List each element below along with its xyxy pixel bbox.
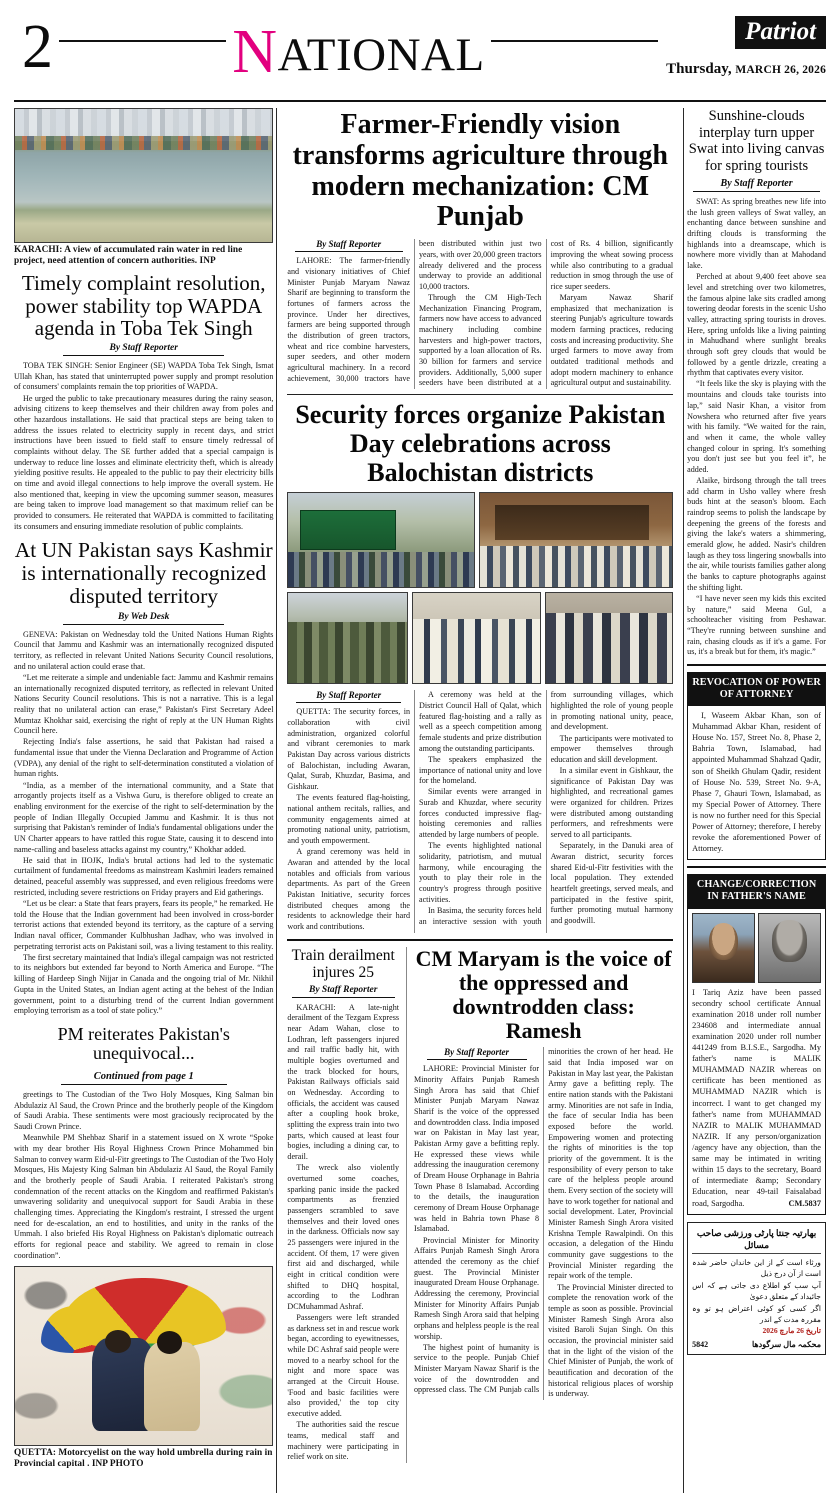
notice-revocation-power-of-attorney — [687, 672, 826, 860]
paragraph: The wreck also violently overturned some coaches, sparking panic inside the packed compartments as frenzied passengers scrambled to save themselves and their loved ones in the darkness. Officials now say 25 passengers were injured in the accident. Of them, 17 were given first aid and discharged, while eight in critical condition were shifted to DHQ hospital, according to the Lodhran DCMuhammad Ashraf. — [287, 1163, 399, 1311]
photo-women — [545, 592, 673, 684]
rider-front-head — [105, 1330, 131, 1353]
notice-change-correction-fathers-name — [687, 874, 826, 1214]
left-column — [14, 108, 273, 1493]
paragraph: Through the CM High-Tech Mechanization Financing Program, farmers now have access to advanced machinery including combine harvesters and high-power tractors, supported by a loan allocation of Rs. 30 billion for farmers and service providers. Additionally, 5,000 super seeders have been distributed at a cost of Rs. 4 billion, significantly improving the wheat sowing process while also contributing to a gradual reduction in smog through the use of rice super seeders. — [419, 239, 674, 388]
portrait-photo-color — [692, 913, 755, 983]
paragraph: SWAT: As spring breathes new life into the lush green valleys of Swat valley, an enchanting dance between sunshine and drifting clouds is transforming the highlands into a dreamscape, which is nowhere more vividly than at Mahodand lake. — [687, 197, 826, 271]
headline-wapda[interactable]: Timely complaint resolution, power stability top WAPDA agenda in Toba Tek Singh — [21, 271, 266, 340]
portrait-photo-bw — [758, 913, 821, 983]
urdu-ad-stamp-right: محکمہ مال سرگودھا — [751, 1339, 821, 1349]
paragraph: QUETTA: The security forces, in collaboration with civil administration, organized colorful and vibrant ceremonies to mark Pakistan Day across various districts of Balochistan, including Awaran, Qalat, Surab, Khuzdar, Basima, and Gishkaur. — [287, 707, 410, 792]
paragraph: The events featured flag-hoisting, national anthem recitals, rallies, and community engagements aimed at promoting national unity, patriotism, and youth empowerment. — [287, 793, 410, 845]
article-swat-tourism — [687, 197, 826, 658]
headline-farmer-friendly[interactable]: Farmer-Friendly vision transforms agriculture through modern mechanization: CM Punjab — [292, 109, 668, 233]
paragraph: LAHORE: The farmer-friendly and visionary initiatives of Chief Minister Punjab Maryam Nawaz Sharif are beginning to transform the fortunes of farmers across the province. Under her directives, farmers are being supported through the distribution of green tractors, wheat and rice combine harvesters, super seeders, and other modern agricultural machinery. In a record achievement, 30,000 tractors have been distributed within just two years, with over 20,000 green tractors already delivered and the process underway to provide an additional 10,000 tractors. — [287, 239, 542, 383]
paragraph: He urged the public to take precautionary measures during the rainy season, advising citizens to keep themselves and their children away from poles and other hazardous installations. He said that practical steps are being taken to address the issues related to electricity supply in recent days, and strict instructions have been issued to field staff to ensure timely redressal of complaints without delay. The SE further added that a special campaign is underway to reduce line losses and eliminate electricity theft, which is already yielding positive results. He appealed to the public to pay their electricity bills on time and avoid illegal connections to help improve the overall system. He also mentioned that, keeping in view the upcoming summer season, measures are being taken to improve load management so that maximum relief can be provided to consumers. He reiterated that WAPDA is committed to facilitating its consumers and ensuring immediate resolution of public complaints. — [14, 393, 274, 531]
headline-cm-maryam[interactable]: CM Maryam is the voice of the oppressed and downtrodden class: Ramesh — [415, 945, 672, 1044]
notice-reference-code: CM.5837 — [788, 1198, 821, 1208]
urdu-ad-line: اگر کسی کو کوئی اعتراض ہو تو وہ مقررہ مدت کے اندر — [692, 1303, 821, 1324]
urdu-ad-heading: بھارتیہ جنتا پارٹی ورزشی صاحب مسائل — [692, 1227, 821, 1254]
photo-hall — [479, 492, 674, 588]
paragraph: greetings to The Custodian of the Two Holy Mosques, King Salman bin Abdulaziz Al Saud, the Crown Prince and the brotherly people of the Kingdom of Saudi Arabia. These sentiments were most graciously reciprocated by the Saudi Crown Prince. — [14, 1090, 274, 1132]
right-divider-1 — [687, 664, 826, 666]
paragraph: In a similar event in Gishkaur, the significance of Pakistan Day was highlighted, and recreational games were organized for children. Prizes were distributed among outstanding performers, and refreshments were served to all participants. — [550, 766, 674, 840]
photo-karachi — [14, 108, 273, 243]
paragraph: Alaike, birdsong through the tall trees add charm in Usho valley where fresh buds hint at the season's bloom. Each raindrop seems to polish the landscape by deepening the greens of the forests and giving the lake's waters a shimmering, emerald glow, he added. Nasir's children laugh as they toss lingering snowballs into the air, while tourists families gather along the banks to capture photographs against the shifting light. — [687, 476, 826, 592]
photo-hall-audience — [480, 546, 673, 587]
article-security-forces — [287, 690, 673, 932]
paragraph: The Provincial Minister directed to complete the renovation work of the temple as soon as possible. Provincial Minister Ramesh Singh Arora also visited Baroli Sujan Singh. On this occasion, the provincial minister said that in the light of the vision of the Chief Minister of Punjab, the work of beautification and decoration of the historical religious places of worship is underway. — [548, 1282, 674, 1399]
center-column — [287, 108, 673, 1493]
date-day: Thursday, — [666, 61, 732, 77]
headline-security-forces[interactable]: Security forces organize Pakistan Day celebrations across Balochistan districts — [295, 400, 666, 488]
photo-soldiers-row — [288, 622, 407, 683]
continued-from-label: Continued from page 1 — [61, 1071, 227, 1085]
section-divider-1 — [287, 394, 673, 395]
headline-pm-continued[interactable]: PM reiterates Pakistan's unequivocal... — [57, 1023, 230, 1063]
right-column — [687, 108, 826, 1493]
urdu-ad-date: تاریخ 26 مارچ 2026 — [762, 1326, 821, 1336]
publication-date — [666, 61, 826, 78]
paragraph: Provincial Minister for Minority Affairs Punjab Ramesh Singh Arora attended the ceremony as the chief guest. The Provincial Minister inaugurated Dream House Orphanage. Addressing the ceremony, Provincial Minister for Minority Affairs Punjab Ramesh Singh Arora said that helping orphans and helpless people is the real worship. — [414, 1235, 540, 1341]
urdu-ad-stamp — [692, 1340, 821, 1349]
paragraph: “India, as a member of the international community, and a State that arrogantly projects itself as a Vishwa Guru, is therefore obliged to create an enabling environment for the exercise of the right to self-determination by the people of Indian Illegally Occupied Jammu and Kashmir. It is thus not surprising that Pakistan's reminder of India's fundamental obligations under the UN Charter appears to have rattled this rogue State, causing it to descend into name-calling and baseless attacks against my country,” Khokhar added. — [14, 780, 274, 854]
photo-row-1 — [287, 492, 673, 588]
story-train-derailment — [287, 947, 407, 1463]
paragraph: GENEVA: Pakistan on Wednesday told the United Nations Human Rights Council that Jammu and Kashmir was an internationally recognized disputed territory, as reflected in relevant United Nations Security Council resolutions, and no unilateral action could erase that. — [14, 629, 274, 671]
paragraph: The speakers emphasized the importance of national unity and love for the homeland. — [419, 754, 542, 786]
notice-correction-title: CHANGE/CORRECTION IN FATHER'S NAME — [688, 875, 825, 908]
masthead — [14, 13, 827, 96]
paragraph: The events highlighted national solidarity, patriotism, and mutual harmony, while encouraging the youth to play their role in the country's progress through positive activities. — [419, 841, 542, 904]
byline-security-forces: By Staff Reporter — [296, 690, 401, 703]
paragraph: A ceremony was held at the District Council Hall of Qalat, which featured flag-hoisting and a rally as well as a speech competition among female students and prize distribution among the outstanding participants. — [419, 690, 542, 753]
photo-ceremony-crowd — [288, 552, 473, 588]
rider-back — [144, 1342, 201, 1431]
paragraph: In Basima, the security forces held an interactive session with youth from surrounding villages, which highlighted the role of young people in promoting national unity, peace, and development. — [419, 690, 674, 926]
column-divider-2 — [683, 108, 684, 1493]
paragraph: KARACHI: A late-night derailment of the Tezgam Express near Adam Wahan, close to Lodhran, left passengers injured and rail traffic badly hit, with multiple bogies overturned and the track blocked for hours, Pakistan Railways officials said on Wednesday. According to officials, the accident was caused after a coupling hook broke, splitting the express train into two parts, which caused at least four bogies, including a dining car, to derail. — [287, 1002, 399, 1162]
masthead-rule-left — [59, 40, 226, 42]
urdu-advertisement — [687, 1222, 826, 1355]
article-kashmir — [14, 630, 273, 1017]
paragraph: Meanwhile PM Shehbaz Sharif in a statement issued on X wrote “Spoke with my dear brother His Royal Highness Crown Prince Mohammed bin Salman to convey warm Eid-ul-Fitr greetings to The Custodian of the Two Holy Mosques, His Majesty King Salman bin Abdulaziz Al Saud, the Royal Family and the brotherly people of Saudi Arabia. I reiterated Pakistan's strong condemnation of the recent attacks on the Kingdom and reaffirmed Pakistan's unwavering solidarity and unequivocal support for Saudi Arabia in these challenging times. Appreciating the Kingdom's restraint, I stressed the urgent need for de-escalation, an end to hostilities, and unity in the ranks of the Ummah. I also briefed His Royal Highness on Pakistan's diplomatic outreach efforts for regional peace and stability. We agreed to remain in close coordination”. — [14, 1133, 274, 1260]
page-number: 2 — [22, 13, 51, 81]
photo-hall-stage — [495, 505, 649, 541]
headline-train-derailment[interactable]: Train derailment injures 25 — [291, 946, 395, 981]
article-farmer-friendly — [287, 239, 673, 389]
byline-farmer-friendly: By Staff Reporter — [295, 239, 403, 252]
paragraph: Perched at about 9,400 feet above sea level and stretching over two kilometres, the famous alpine lake sits cradled among towering deodar forests in the scenic Usho valley, attracting spring tourists in droves. Here, spring unfolds like a living painting in Mahudhand where sunlight breaks through soft grey clouds that would be followed by a gentle drizzle, creating a rhythm that captivates every visitor. — [687, 272, 826, 378]
story-cm-maryam — [407, 947, 673, 1463]
photo-karachi-art — [15, 109, 272, 242]
article-cm-maryam — [414, 1047, 673, 1400]
article-pm-continued — [14, 1090, 273, 1261]
paragraph: “It feels like the sky is playing with the mountains and clouds take tourists into lap,” said Nasir Khan, a visitor from Nowshera who returned after five years with his family. “We waited for the rain, and when it came, the whole valley changed colour in spring. It's something you don't just see but you feel it”, he added. — [687, 379, 826, 474]
page-grid — [14, 108, 826, 1493]
paragraph: The participants were motivated to empower themselves through education and skill development. — [550, 733, 674, 764]
paragraph: The first secretary maintained that India's illegal campaign was not restricted to its neighbors but extended far beyond to North America and Europe. “The killing of Hardeep Singh Nijjar in Canada and the ongoing trial of Mr. Nikhil Gupta in the United States, an Indian agent acting at the behest of the Indian government, point to a disturbing trend of the current Indian government employing terrorism as a tool of state policy.” — [14, 952, 274, 1016]
urdu-ad-stamp-left: 5842 — [692, 1339, 709, 1349]
headline-kashmir[interactable]: At UN Pakistan says Kashmir is internationally recognized disputed territory — [14, 538, 273, 608]
byline-wapda: By Staff Reporter — [63, 343, 224, 356]
paragraph: Similar events were arranged in Surab and Khuzdar, where security forces conducted impressive flag-hoisting ceremonies and rallies attended by large numbers of people. — [419, 787, 542, 840]
paragraph: LAHORE: Provincial Minister for Minority Affairs Punjab Ramesh Singh Arora has said that Chief Minister Punjab Maryam Nawaz Sharif is the voice of the oppressed and downtrodden class. India imposed war on Pakistan in May last year, Pakistan Army gave a befitting reply. He expressed these views while addressing the inauguration ceremony of Dream House Orphanage in Bahria Town Phase 8 Islamabad. According to the details, the inauguration ceremony of Dream House Orphanage was held in Bahria town Phase 8 Islamabad. — [414, 1064, 540, 1234]
page-title — [232, 18, 485, 86]
photo-row-2 — [287, 592, 673, 684]
paragraph: TOBA TEK SINGH: Senior Engineer (SE) WAPDA Toba Tek Singh, Ismat Ullah Khan, has stated that uninterrupted power supply and prompt resolution of consumers' complaints remain the top priorities of WAPDA. — [14, 361, 274, 392]
section-title-rest: ATIONAL — [277, 29, 485, 81]
article-wapda — [14, 361, 273, 532]
masthead-rule-right — [491, 40, 658, 42]
photo-group — [412, 592, 540, 684]
brand-logo: Patriot — [735, 16, 826, 49]
urdu-ad-line: ورثاء است کے از این خاندان حاضر شدہ است از آن درج ذیل — [692, 1257, 821, 1279]
photo-quetta-art — [15, 1267, 272, 1445]
photo-group-line — [413, 619, 539, 684]
paragraph: The highest point of humanity is service to the people. Punjab Chief Minister Maryam Nawaz Sharif is the voice of the downtrodden and oppressed class. The CM Punjab calls minorities the crown of her head. He said that India imposed war on Pakistan in May last year, the Pakistan Army gave a befitting reply. The entire nation stands with the Pakistani army. Minorities are not safe in India, the face of secular India has been exposed before the world. Empowering women and protecting the rights of minorities is the top priority of the government. It is the responsibility of every person to take care of the helpless people around them. Every section of the society will have to work together for national and social development. Later, Provincial Minister Ramesh Singh Arora visited Krishna Temple Rawalpindi. On this occasion, a delegation of the Hindu community gave suggestions to the Provincial Minister regarding the repair work of the temple. — [414, 1047, 674, 1395]
notice-revocation-title: REVOCATION OF POWER OF ATTORNEY — [688, 673, 825, 706]
masthead-bottom-rule — [14, 100, 826, 102]
photo-karachi-caption: KARACHI: A view of accumulated rain water in red line project, need attention of concern authorities. INP — [14, 245, 243, 267]
notice-revocation-body — [688, 706, 825, 859]
date-rest: MARCH 26, 2026 — [735, 64, 827, 76]
photo-quetta — [14, 1266, 273, 1446]
notice-correction-photos — [688, 909, 825, 983]
byline-swat-tourism: By Staff Reporter — [693, 178, 821, 192]
photo-soldiers — [287, 592, 408, 684]
photo-ceremony — [287, 492, 474, 588]
byline-train-derailment: By Staff Reporter — [292, 985, 395, 998]
photo-women-line — [546, 613, 672, 683]
right-divider-2 — [687, 866, 826, 868]
paragraph: “I have never seen my kids this excited by nature,” said Meena Gul, a schoolteacher visiting from Peshawar. “They're running between sunshine and rain, chasing clouds as if it's a game. For us, it's a break but for them, it's magic.” — [687, 593, 826, 657]
paragraph: A grand ceremony was held in Awaran and attended by the local notables and officials from various departments. As part of the Green Pakistan Initiative, security forces distributed cheques among the residents to acknowledge their hard work and contributions. — [287, 847, 410, 931]
brand-block — [666, 16, 826, 78]
paragraph: “Let me reiterate a simple and undeniable fact: Jammu and Kashmir remains an internationally recognized disputed territory, as reflected in relevant United Nations Security Council resolutions. This is not a narrative. This is a legal reality that no unilateral action can erase,” Pakistan's First Secretary Adeel Mumtaz Khokhar said, exercising the right of reply at the UN Human Rights Council here. — [14, 672, 274, 736]
byline-cm-maryam: By Staff Reporter — [427, 1047, 527, 1060]
paragraph: “Let us be clear: a State that fears prayers, fears its people,” he remarked. He told the House that the Indian government had been involved in cross-border terrorist actions that extended beyond its territory, as the capture of a serving Indian naval officer, Commander Kulbhushan Jadhav, who was involved in perpetrating terrorist acts on Pakistani soil, was a living testament to this reality. — [14, 898, 274, 951]
paragraph: Passengers were left stranded as darkness set in and rescue work began, according to eyewitnesses, while DC Ashraf said people were moved to a nearby school for the night and more space was arranged at the Circuit House. 'Food and basic facilities were also provided,' the top city executive added. — [287, 1313, 399, 1419]
paragraph: Maryam Nawaz Sharif emphasized that mechanization is steering Punjab's agriculture towards modern farming practices, reducing costs and increasing productivity. She urged farmers to move away from outdated traditional methods and adopt modern machinery to enhance agricultural output and sustainability. — [550, 293, 674, 388]
headline-swat-tourism[interactable]: Sunshine-clouds interplay turn upper Swat into living canvas for spring tourists — [688, 108, 825, 174]
paragraph: He said that in IIOJK, India's brutal actions had led to the systematic curtailment of fundamental freedoms as mainstream Kashmiri leaders remained detained, peaceful assembly was suppressed, and even religious freedoms were restricted, including severe restrictions on Friday prayers and Eid gatherings. — [14, 855, 274, 897]
photo-quetta-caption: QUETTA: Motorcyelist on the way hold umbrella during rain in Provincial capital . INP PHOTO — [14, 1448, 273, 1470]
urdu-ad-line: آپ سب کو اطلاع دی جاتی ہے کہ اس جائیداد کے متعلق دعویٰ — [692, 1280, 821, 1302]
section-initial: N — [232, 18, 278, 86]
paragraph: I, Waseem Akbar Khan, son of Muhammad Akbar Khan, resident of House No. 157, Street No. 8, Phase 2, Bahria Town, Islamabad, had appointed Muhammad Shahzad Qadir, son of Sheikh Ghulam Qadir, resident of House No. 539, Street No. 9-A, Phase 7, Ghauri Town, Islamabad, as my Special Power of Attorney. There is now no further need for this Special Power of Attorney; therefore, I hereby revoke the aforementioned Power of Attorney. — [692, 711, 821, 854]
byline-kashmir: By Web Desk — [63, 612, 224, 625]
paragraph: I Tariq Aziz have been passed secondry school certificate Annual examination 2018 under roll number 234608 and intermediate annual examination 2020 under roll number 441249 from B.I.S.E., Sargodha. My father's name is MALIK MUHAMMAD NAZIR whereas on certificate has been mentioned as MUHAMMAD NAZIR which is incorrect. I want to get changed my father's name from MUHAMMAD NAZIR to MALIK MUHAMMAD NAZIR. If any person/organization /agency have any objection, than the same may be intimated in writing within 15 days to the secretary, Board of intermediate &amp; Secondary Education, near 49-tail Faisalabad road, Sargodha. — [692, 987, 821, 1208]
photo-ceremony-banner — [300, 510, 396, 549]
paragraph: The authorities said the rescue teams, medical staff and machinery were participating in relief work on site. — [287, 1420, 399, 1462]
paragraph: Rejecting India's false assertions, he said that Pakistan had raised a fundamental issue that under the Vienna Declaration and Programme of Action (VDPA), any denial of the right to self-determination constituted a violation of human rights. — [14, 737, 274, 779]
column-divider-1 — [276, 108, 277, 1493]
bottom-stories — [287, 947, 673, 1463]
section-divider-2 — [287, 939, 673, 941]
paragraph: Separately, in the Danuki area of Awaran district, security forces shared Eid-ul-Fitr festivities with the local population. They extended heartfelt greetings, served meals, and participated in the festive spirit, further promoting mutual harmony and goodwill. — [550, 841, 674, 926]
notice-correction-body — [688, 983, 825, 1214]
